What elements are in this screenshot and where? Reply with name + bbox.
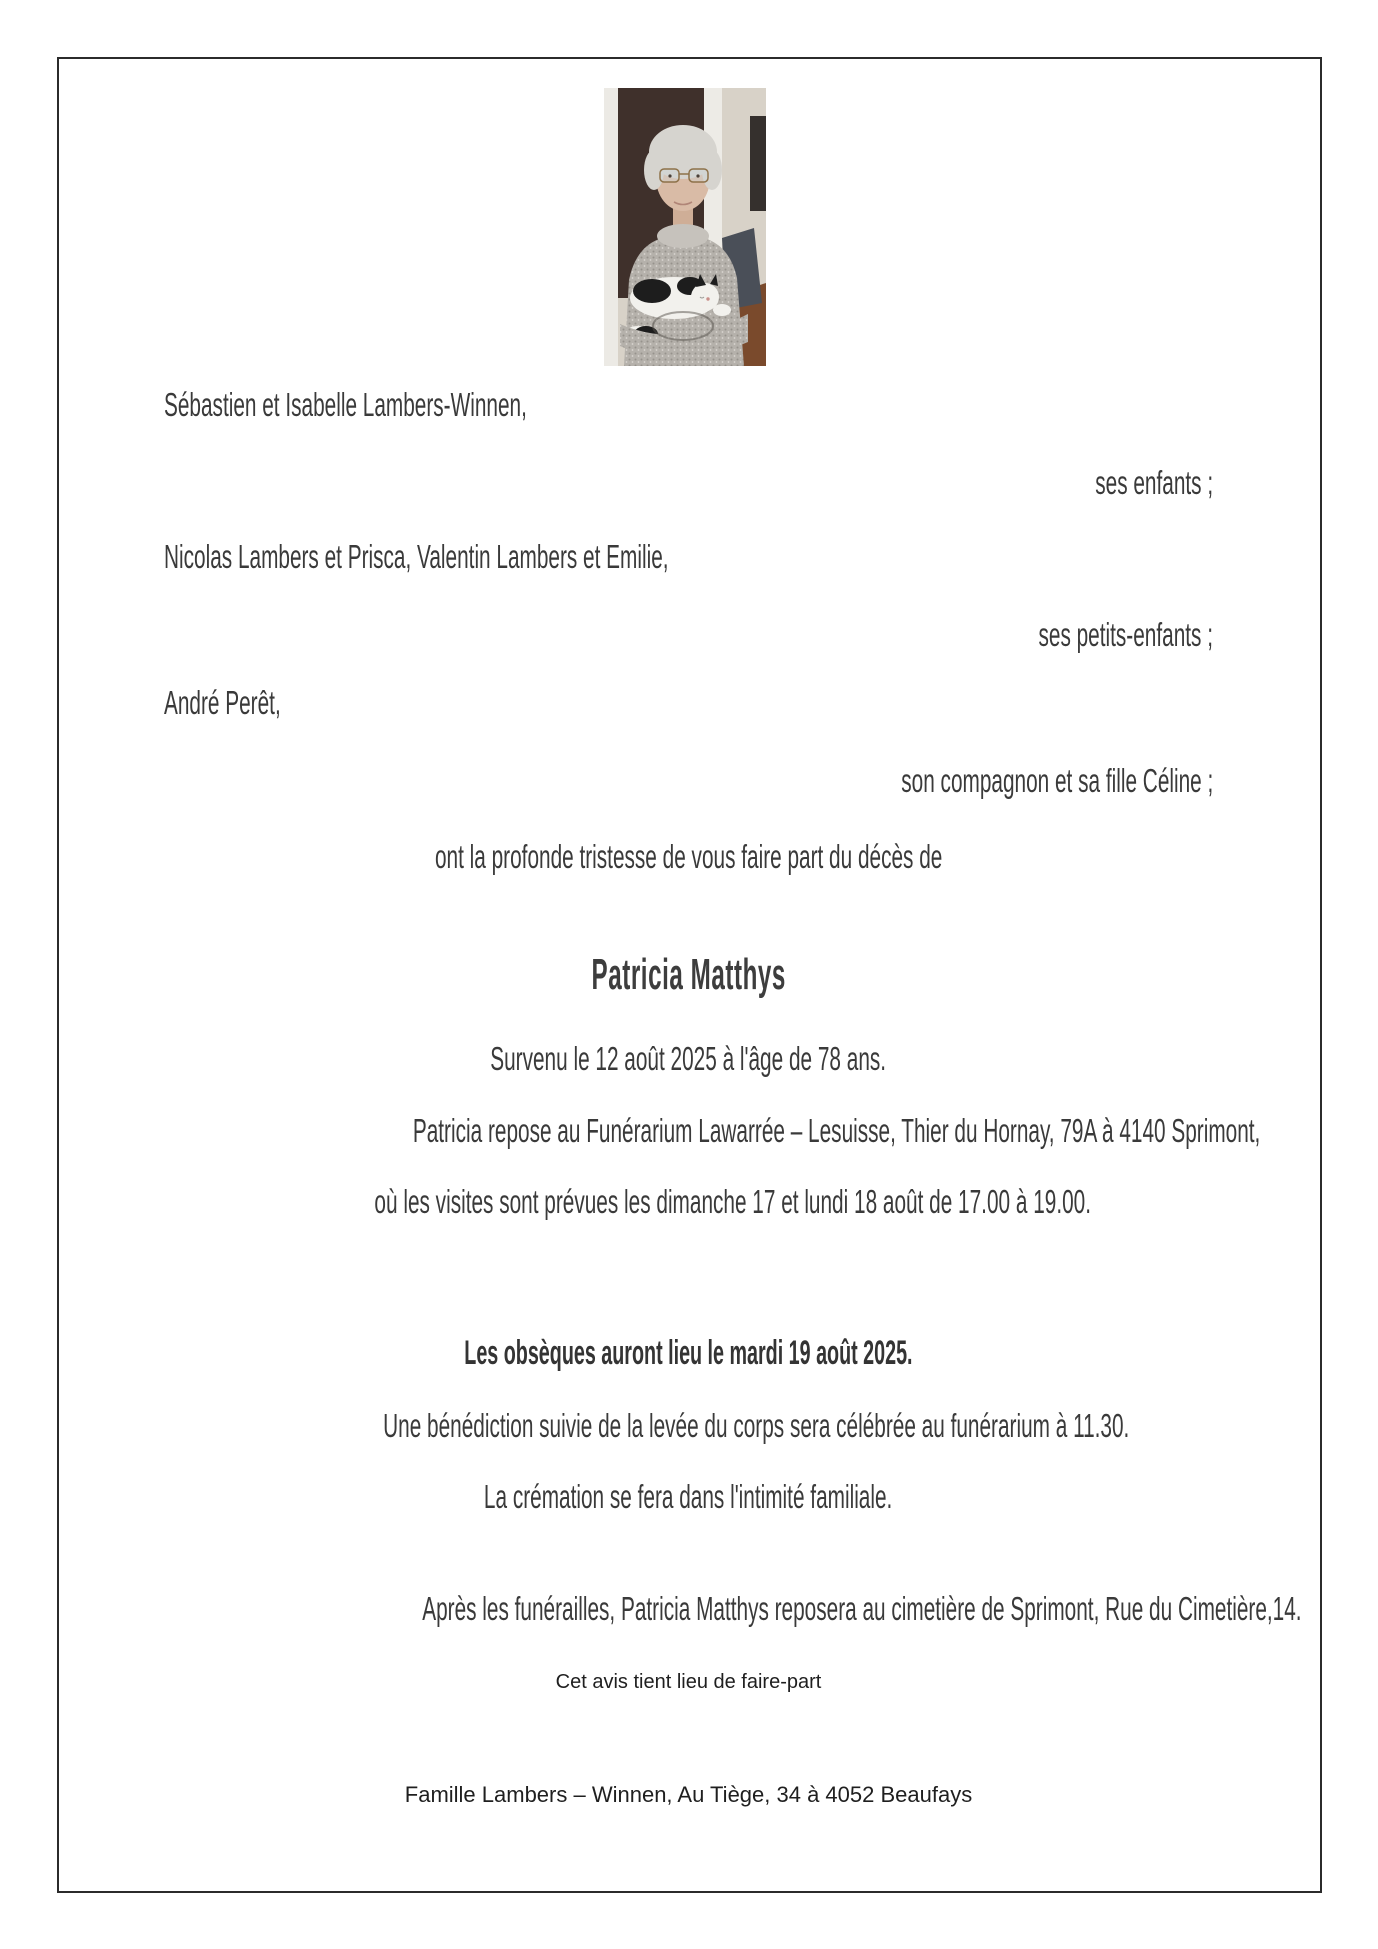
portrait-photo <box>604 88 766 366</box>
relative-label-grandchildren: ses petits-enfants ; <box>1038 616 1213 653</box>
visits-schedule-line: où les visites sont prévues les dimanche 17 et lundi 18 août de 17.00 à 19.00. <box>374 1183 1091 1220</box>
portrait-photo-graphic <box>604 88 766 366</box>
relative-line-companion-name: André Perêt, <box>164 684 281 721</box>
family-address-line: Famille Lambers – Winnen, Au Tiège, 34 à 4052 Beaufays <box>404 1782 973 1807</box>
death-date-line: Survenu le 12 août 2025 à l'âge de 78 ans. <box>490 1040 887 1077</box>
relative-label-companion: son compagnon et sa fille Céline ; <box>900 762 1213 799</box>
cremation-line: La crémation se fera dans l'intimité familiale. <box>484 1478 893 1515</box>
deceased-name-title: Patricia Matthys <box>591 950 786 999</box>
announcement-intro: ont la profonde tristesse de vous faire part du décès de <box>434 838 943 875</box>
benediction-line: Une bénédiction suivie de la levée du corps sera célébrée au funérarium à 11.30. <box>383 1407 1130 1444</box>
repose-location-line: Patricia repose au Funérarium Lawarrée – Lesuisse, Thier du Hornay, 79A à 4140 Sprimont, <box>412 1112 1261 1149</box>
relative-label-children: ses enfants ; <box>1095 464 1213 501</box>
burial-line: Après les funérailles, Patricia Matthys reposera au cimetière de Sprimont, Rue du Cimetière,14. <box>422 1590 1302 1627</box>
relative-line-children-names: Sébastien et Isabelle Lambers-Winnen, <box>164 386 527 423</box>
relative-line-grandchildren-names: Nicolas Lambers et Prisca, Valentin Lambers et Emilie, <box>164 538 669 575</box>
funeral-date-heading: Les obsèques auront lieu le mardi 19 août 2025. <box>464 1334 913 1372</box>
notice-line: Cet avis tient lieu de faire-part <box>555 1671 822 1693</box>
